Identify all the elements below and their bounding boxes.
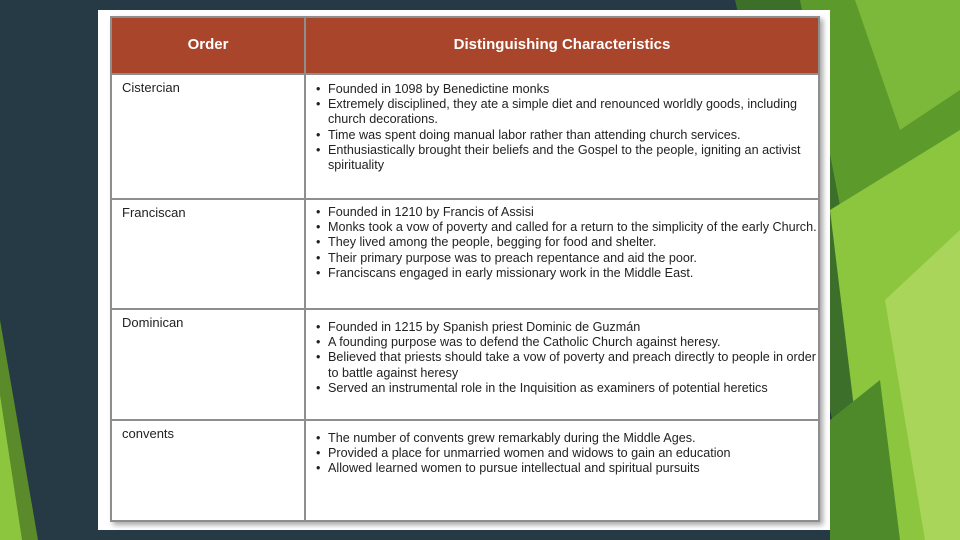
- characteristic-item: • Founded in 1098 by Benedictine monks: [315, 82, 818, 97]
- characteristic-item: • Extremely disciplined, they ate a simple diet and renounced worldly goods, including church decorations.: [315, 97, 818, 127]
- characteristics-cell: [306, 421, 818, 520]
- characteristic-item: • Enthusiastically brought their beliefs and the Gospel to the people, igniting an activist spirituality: [315, 143, 818, 173]
- characteristics-cell: [306, 310, 818, 419]
- characteristic-item: • Their primary purpose was to preach repentance and aid the poor.: [315, 251, 818, 266]
- characteristics-cell: [306, 200, 818, 308]
- characteristic-item: • Monks took a vow of poverty and called for a return to the simplicity of the early Church.: [315, 220, 818, 235]
- characteristic-item: • Founded in 1210 by Francis of Assisi: [315, 205, 818, 220]
- header-order: Order: [112, 18, 306, 73]
- table-row: [112, 421, 818, 520]
- religious-orders-table: [110, 16, 820, 522]
- table-header-row: [112, 18, 818, 75]
- order-name: Cistercian: [112, 75, 306, 198]
- table-row: [112, 75, 818, 200]
- slide-image-card: [98, 10, 830, 530]
- characteristic-item: • Franciscans engaged in early missionary work in the Middle East.: [315, 266, 818, 281]
- characteristic-item: • Believed that priests should take a vow of poverty and preach directly to people in order to battle against heresy: [315, 350, 818, 380]
- characteristic-item: • Provided a place for unmarried women and widows to gain an education: [315, 446, 818, 461]
- characteristic-item: • A founding purpose was to defend the Catholic Church against heresy.: [315, 335, 818, 350]
- characteristic-item: • Founded in 1215 by Spanish priest Dominic de Guzmán: [315, 320, 818, 335]
- order-name: Franciscan: [112, 200, 306, 308]
- characteristic-item: • Served an instrumental role in the Inquisition as examiners of potential heretics: [315, 381, 818, 396]
- table-row: [112, 310, 818, 421]
- order-name: Dominican: [112, 310, 306, 419]
- characteristic-item: • Time was spent doing manual labor rather than attending church services.: [315, 128, 818, 143]
- characteristics-cell: [306, 75, 818, 198]
- characteristic-item: • They lived among the people, begging for food and shelter.: [315, 235, 818, 250]
- characteristic-item: • The number of convents grew remarkably during the Middle Ages.: [315, 431, 818, 446]
- header-characteristics: Distinguishing Characteristics: [453, 36, 671, 53]
- characteristic-item: • Allowed learned women to pursue intellectual and spiritual pursuits: [315, 461, 818, 476]
- table-row: [112, 200, 818, 310]
- order-name: convents: [112, 421, 306, 520]
